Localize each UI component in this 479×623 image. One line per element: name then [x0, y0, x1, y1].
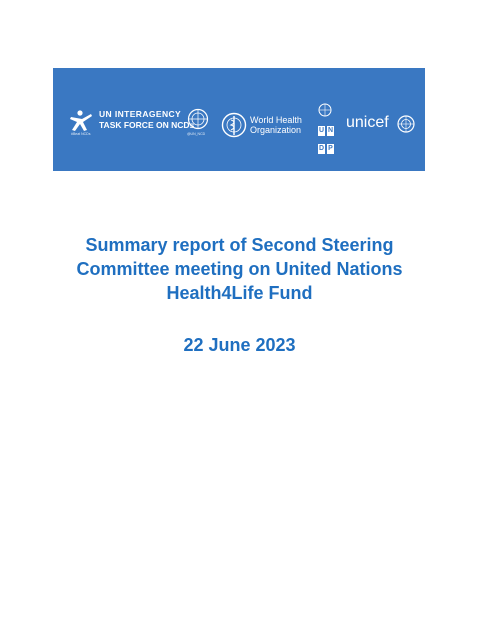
who-logo	[221, 112, 305, 140]
undp-letter: P	[328, 145, 333, 152]
who-emblem-icon	[221, 112, 247, 138]
undp-logo	[316, 103, 336, 152]
undp-letter-grid	[318, 119, 334, 155]
partner-logo-banner	[53, 68, 425, 171]
unicef-logo	[346, 115, 421, 135]
unicef-wordmark: unicef	[346, 114, 389, 131]
title-line: Committee meeting on United Nations	[76, 259, 403, 279]
unicef-emblem-icon	[397, 115, 415, 133]
un-task-force-logo	[69, 108, 215, 138]
hashtag-text: #Beat NCDs	[71, 132, 91, 136]
un-task-force-line1: UN INTERAGENCY	[99, 109, 182, 119]
figure-icon	[69, 110, 95, 132]
title-line: Health4Life Fund	[166, 283, 313, 303]
handle-text: @UN_NCD	[187, 132, 206, 136]
undp-letter: N	[327, 127, 334, 134]
who-name-line2: Organization	[250, 125, 302, 135]
un-emblem-icon	[187, 108, 209, 130]
undp-letter: U	[318, 127, 325, 134]
who-name-line1: World Health	[250, 115, 302, 125]
document-title	[30, 233, 449, 305]
document-date: 22 June 2023	[183, 335, 296, 355]
un-emblem-icon	[317, 103, 333, 117]
un-task-force-line2: TASK FORCE ON NCDs	[99, 120, 195, 130]
undp-letter: D	[318, 145, 325, 152]
title-line: Summary report of Second Steering	[85, 235, 394, 255]
